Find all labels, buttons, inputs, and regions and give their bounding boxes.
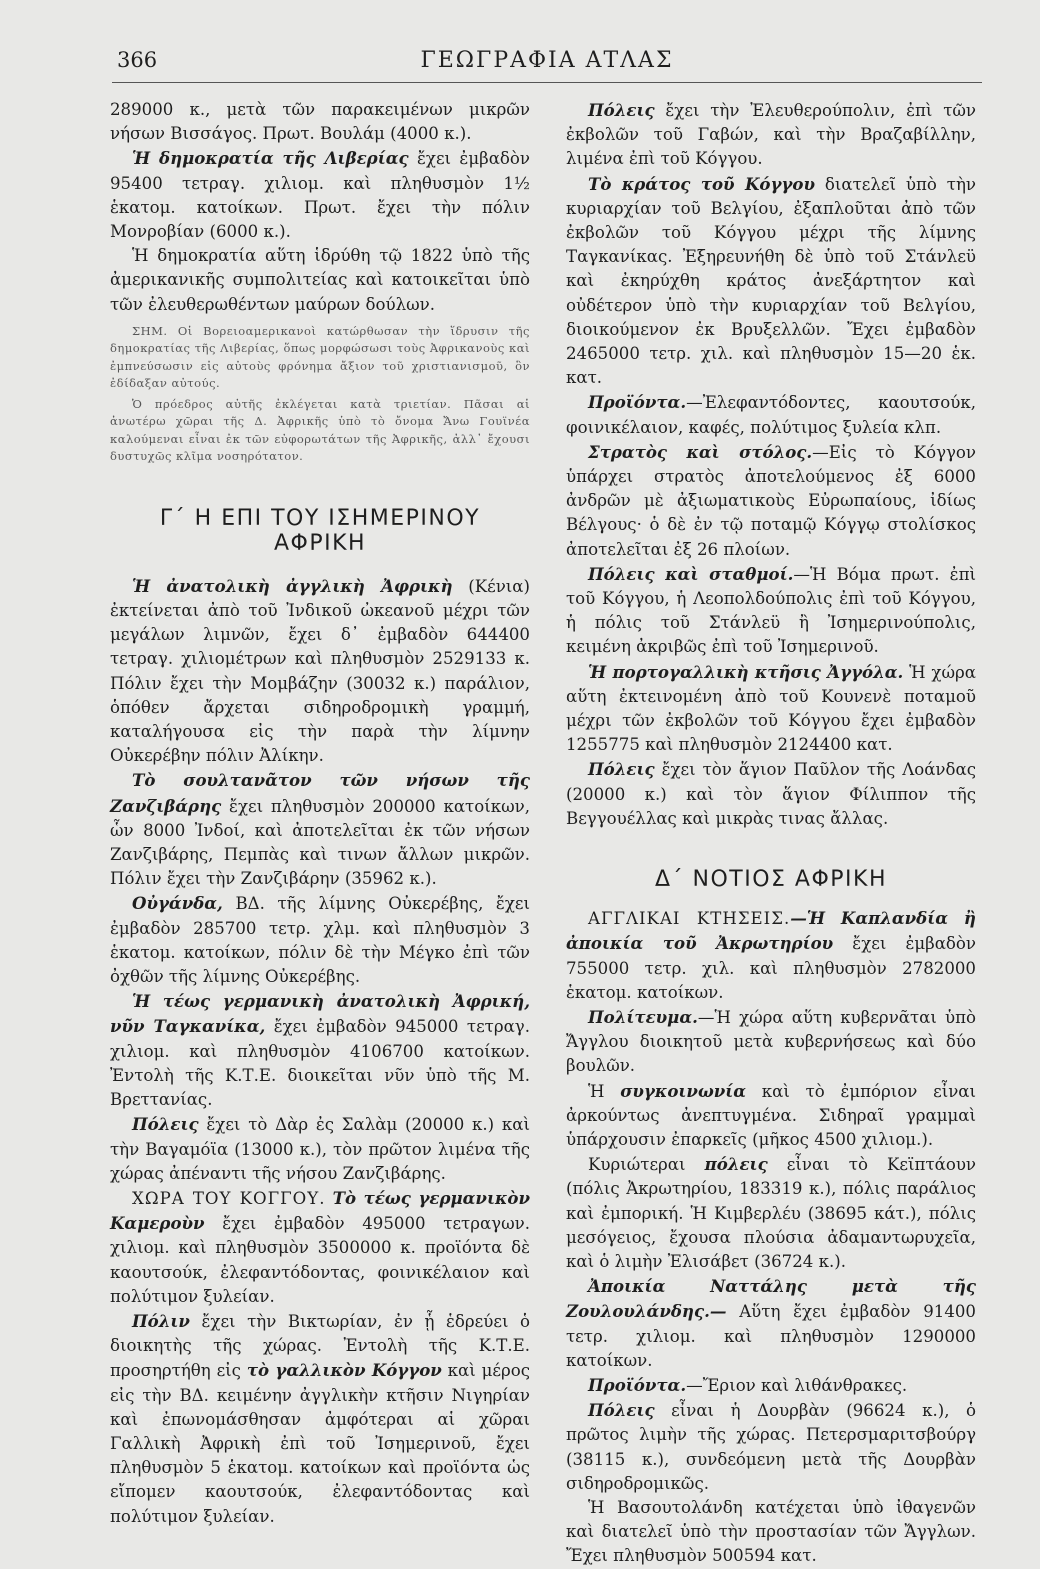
paragraph: Τὸ κράτος τοῦ Κόγγου διατελεῖ ὑπὸ τὴν κυριαρχίαν τοῦ Βελγίου, ἐξαπλοῦται ἀπὸ τῶν ἐκβολῶν τοῦ Κόγγου μέχρι τῆς λίμνης Ταγκανίκας. Ἐξηρευνήθη δὲ ὑπὸ τοῦ Στάνλεϋ καὶ ἐκηρύχθη κράτος ἀνεξάρτητον καὶ οὐδέτερον ὑπὸ τὴν κυριαρχίαν τοῦ Βελγίου, διοικούμενον ἐκ Βρυξελλῶν. Ἔχει ἐμβαδὸν 2465000 τετρ. χιλ. καὶ πληθυσμὸν 15—20 ἑκ. κατ. xyxy=(566,173,977,388)
bold-term: —Ἡ Καπλανδία ἢ ἀποικία τοῦ Ἀκρωτηρίου xyxy=(566,908,976,954)
footnote: Ὁ πρόεδρος αὐτῆς ἐκλέγεται κατὰ τριετίαν. Πᾶσαι αἱ ἀνωτέρω χῶραι τῆς Δ. Ἀφρικῆς ὑπὸ τὸ ὄνομα Ἄνω Γουϊνέα καλούμεναι εἶναι ἐκ τῶν εὐφορωτάτων τῆς Ἀφρικῆς, ἀλλ᾽ ἔχουσι δυστυχῶς κλῖμα νοσηρότατον. xyxy=(110,396,530,464)
bold-term: Τὸ τέως γερμανικὸν Καμεροὺν xyxy=(110,1187,530,1234)
section-heading: Δ΄ ΝΟΤΙΟΣ ΑΦΡΙΚΗ xyxy=(654,867,888,893)
paragraph: Οὐγάνδα, ΒΔ. τῆς λίμνης Οὐκερέβης, ἔχει ἐμβαδὸν 285700 τετρ. χλμ. καὶ πληθυσμὸν 3 ἑκατομ. κατοίκων, πόλιν δὲ τὴν Μέγκο ἐπὶ τῶν ὀχθῶν τῆς λίμνης Οὐκερέβης. xyxy=(110,893,530,987)
bold-term: Ἡ δημοκρατία τῆς Λιβερίας xyxy=(132,148,409,169)
bold-term: Στρατὸς καὶ στόλος. xyxy=(588,441,813,462)
paragraph: Ἀποικία Ναττάλης μετὰ τῆς Ζουλουλάνδης.— Αὕτη ἔχει ἐμβαδὸν 91400 τετρ. χιλιομ. καὶ πληθυσμὸν 1290000 κατοίκων. xyxy=(566,1276,976,1370)
bold-term: τὸ γαλλικὸν Κόγγον xyxy=(246,1360,442,1381)
paragraph: Πόλιν ἔχει τὴν Βικτωρίαν, ἐν ᾗ ἑδρεύει ὁ διοικητὴς τῆς χώρας. Ἐντολὴ τῆς Κ.Τ.Ε. προσηρτήθη εἰς τὸ γαλλικὸν Κόγγον καὶ μέρος εἰς τὴν ΒΔ. κειμένην ἀγγλικὴν κτῆσιν Νιγηρίαν καὶ ἐπωνομάσθησαν ἀμφότεραι αἱ χῶραι Γαλλικὴ Ἀφρικὴ ἐπὶ τοῦ Ἰσημερινοῦ, ἔχει πληθυσμὸν 5 ἑκατομ. κατοίκων καὶ προϊόντα ὡς εἴπομεν καουτσούκ, ἐλεφαντόδοντας καὶ πολύτιμον ξυλείαν. xyxy=(110,1310,531,1526)
paragraph: Προϊόντα.—Ἔριον καὶ λιθάνθρακες. xyxy=(588,1374,908,1395)
bold-term: Οὐγάνδα, xyxy=(132,893,223,914)
paragraph: Ἡ πορτογαλλικὴ κτῆσις Ἀγγόλα. Ἡ χώρα αὕτη ἐκτεινομένη ἀπὸ τοῦ Κουνενὲ ποταμοῦ μέχρι τῶν ἐκβολῶν τοῦ Κόγγου ἔχει ἐμβαδὸν 1255775 καὶ πληθυσμὸν 2124400 κατ. xyxy=(566,661,976,755)
running-head xyxy=(112,46,982,83)
paragraph: Ἡ ἀνατολικὴ ἀγγλικὴ Ἀφρικὴ (Κένια) ἐκτείνεται ἀπὸ τοῦ Ἰνδικοῦ ὠκεανοῦ μέχρι τῶν μεγάλων λιμνῶν, ἔχει δ᾽ ἐμβαδὸν 644400 τετραγ. χιλιομέτρων καὶ πληθυσμὸν 2529133 κ. Πόλιν ἔχει τὴν Μομβάζην (30032 κ.) παράλιον, ὁπόθεν ἄρχεται σιδηροδρομικὴ γραμμή, καταλήγουσα εἰς τὴν παρὰ τὴν λίμνην Οὐκερέβην πόλιν Ἀλίκην. xyxy=(110,575,530,766)
paragraph: ΑΓΓΛΙΚΑΙ ΚΤΗΣΕΙΣ.—Ἡ Καπλανδία ἢ ἀποικία τοῦ Ἀκρωτηρίου ἔχει ἐμβαδὸν 755000 τετρ. χιλ. καὶ πληθυσμὸν 2782000 ἑκατομ. κατοίκων. xyxy=(566,908,976,1002)
footnote: ΣΗΜ. Οἱ Βορειοαμερικανοὶ κατώρθωσαν τὴν ἵδρυσιν τῆς δημοκρατίας τῆς Λιβερίας, ὅπως μορφώσωσι τοὺς Ἀφρικανοὺς καὶ ἐμπνεύσωσιν εἰς αὐτοὺς φρόνημα ἄξιον τοῦ χριστιανισμοῦ, ὃν ἐδίδαξαν αὐτούς. xyxy=(110,323,530,391)
paragraph: Προϊόντα.—Ἐλεφαντόδοντες, καουτσούκ, φοινικέλαιον, καφές, πολύτιμος ξυλεία κλπ. xyxy=(566,392,976,437)
paragraph: Πόλεις καὶ σταθμοί.—Ἡ Βόμα πρωτ. ἐπὶ τοῦ Κόγγου, ἡ Λεοπολδούπολις ἐπὶ τοῦ Κόγγου, ἡ πόλις τοῦ Στάνλεϋ ἢ Ἰσημερινούπολις, κειμένη ἀκριβῶς ἐπὶ τοῦ Ἰσημερινοῦ. xyxy=(566,563,976,657)
paragraph: Τὸ σουλτανᾶτον τῶν νήσων τῆς Ζανζιβάρης ἔχει πληθυσμὸν 200000 κατοίκων, ὧν 8000 Ἰνδοί, καὶ ἀποτελεῖται ἐκ τῶν νήσων Ζανζιβάρης, Πεμπὰς καὶ τινων ἄλλων μικρῶν. Πόλιν ἔχει τὴν Ζανζιβάρην (35962 κ.). xyxy=(110,770,530,889)
paragraph: Ἡ τέως γερμανικὴ ἀνατολικὴ Ἀφρική, νῦν Ταγκανίκα, ἔχει ἐμβαδὸν 945000 τετραγ. χιλιομ. καὶ πληθυσμὸν 4106700 κατοίκων. Ἐντολὴ τῆς Κ.Τ.Ε. διοικεῖται νῦν ὑπὸ τῆς Μ. Βρεττανίας. xyxy=(110,991,530,1110)
bold-term: Ἡ τέως γερμανικὴ ἀνατολικὴ Ἀφρική, νῦν Ταγκανίκα, xyxy=(110,991,530,1037)
bold-term: Πόλεις xyxy=(588,100,655,120)
left-column xyxy=(110,98,530,1529)
running-title: ΓΕΩΓΡΑΦΙΑ ΑΤΛΑΣ xyxy=(420,48,674,73)
bold-term: Πόλεις καὶ σταθμοί. xyxy=(588,563,794,584)
bold-term: Πόλεις xyxy=(588,759,655,780)
bold-term: Προϊόντα. xyxy=(588,392,687,413)
bold-term: συγκοινωνία xyxy=(620,1080,747,1101)
paragraph: Ἡ δημοκρατία τῆς Λιβερίας ἔχει ἐμβαδὸν 95400 τετραγ. χιλιομ. καὶ πληθυσμὸν 1½ ἑκατομ. κατοίκων. Πρωτ. ἔχει τὴν πόλιν Μονροβίαν (6000 κ.). xyxy=(110,148,530,242)
caps-term: ΑΓΓΛΙΚΑΙ ΚΤΗΣΕΙΣ. xyxy=(588,909,791,929)
paragraph: Πόλεις ἔχει τὸν ἅγιον Παῦλον τῆς Λοάνδας (20000 κ.) καὶ τὸν ἅγιον Φίλιππον τῆς Βεγγουέλλας καὶ μικρὰς τινας ἄλλας. xyxy=(566,759,977,828)
bold-term: Τὸ σουλτανᾶτον τῶν νήσων τῆς Ζανζιβάρης xyxy=(110,770,530,816)
bold-term: Τὸ κράτος τοῦ Κόγγου xyxy=(588,173,815,194)
paragraph: Πόλεις εἶναι ἡ Δουρβὰν (96624 κ.), ὁ πρῶτος λιμὴν τῆς χώρας. Πετερσμαριτσβούργ (38115 κ.), συνδεόμενη μετὰ τῆς Δουρβὰν σιδηροδρομικῶς. xyxy=(566,1400,976,1493)
right-column xyxy=(566,98,976,1569)
bold-term: Πολίτευμα. xyxy=(588,1006,698,1027)
paragraph: 289000 κ., μετὰ τῶν παρακειμένων μικρῶν νήσων Βισσάγος. Πρωτ. Βουλάμ (4000 κ.). xyxy=(110,100,530,144)
paragraph: Ἡ συγκοινωνία καὶ τὸ ἐμπόριον εἶναι ἀρκούντως ἀνεπτυγμένα. Σιδηραῖ γραμμαὶ ὑπάρχουσιν ἐπαρκεῖς (μῆκος 4500 χιλιομ.). xyxy=(566,1080,976,1149)
bold-term: πόλεις xyxy=(704,1154,768,1175)
paragraph: Ἡ δημοκρατία αὕτη ἱδρύθη τῷ 1822 ὑπὸ τῆς ἀμερικανικῆς συμπολιτείας καὶ κατοικεῖται ὑπὸ τῶν ἐλευθερωθέντων μαύρων δούλων. xyxy=(110,246,530,314)
bold-term: Πόλιν xyxy=(132,1310,190,1331)
bold-term: Πόλεις xyxy=(132,1114,199,1135)
paragraph: Κυριώτεραι πόλεις εἶναι τὸ Κεϊπτάουν (πόλις Ἀκρωτηρίου, 183319 κ.), πόλις παράλιος καὶ ἐμπορική. Ἡ Κιμβερλέυ (38695 κάτ.), πόλις μεσόγειος, ἔχουσα πλούσια ἀδαμαντωρυχεῖα, καὶ ὁ λιμὴν Ἐλισάβετ (36724 κ.). xyxy=(566,1154,976,1271)
paragraph: ΧΩΡΑ ΤΟΥ ΚΟΓΓΟΥ. Τὸ τέως γερμανικὸν Καμεροὺν ἔχει ἐμβαδὸν 495000 τετραγων. χιλιομ. καὶ πληθυσμὸν 3500000 κ. προϊόντα δὲ καουτσούκ, ἐλεφαντόδοντας, φοινικέλαιον καὶ πολύτιμον ξυλείαν. xyxy=(110,1187,530,1306)
caps-term: ΧΩΡΑ ΤΟΥ ΚΟΓΓΟΥ. xyxy=(132,1188,326,1208)
bold-term: Ἡ πορτογαλλικὴ κτῆσις Ἀγγόλα. xyxy=(588,661,904,682)
bold-term: Προϊόντα. xyxy=(588,1374,687,1395)
page-number: 366 xyxy=(117,48,158,72)
paragraph: Πόλεις ἔχει τὸ Δὰρ ἐς Σαλὰμ (20000 κ.) καὶ τὴν Βαγαμόϊα (13000 κ.), τὸν πρῶτον λιμένα τῆς χώρας ἀπέναντι τῆς νήσου Ζανζιβάρης. xyxy=(110,1114,530,1183)
bold-term: Πόλεις xyxy=(588,1400,655,1421)
bold-term: Ἀποικία Ναττάλης μετὰ τῆς Ζουλουλάνδης.— xyxy=(566,1276,976,1322)
paragraph: Πολίτευμα.—Ἡ χώρα αὕτη κυβερνᾶται ὑπὸ Ἄγγλου διοικητοῦ μετὰ κυβερνήσεως καὶ δύο βουλῶν. xyxy=(566,1006,976,1076)
section-heading: Γ΄ Η ΕΠΙ ΤΟΥ ΙΣΗΜΕΡΙΝΟΥ ΑΦΡΙΚΗ xyxy=(159,505,481,556)
bold-term: Ἡ ἀνατολικὴ ἀγγλικὴ Ἀφρικὴ xyxy=(132,575,453,596)
paragraph: Πόλεις ἔχει τὴν Ἐλευθερούπολιν, ἐπὶ τῶν ἐκβολῶν τοῦ Γαβών, καὶ τὴν Βραζαβίλλην, λιμένα ἐπὶ τοῦ Κόγγου. xyxy=(566,100,976,169)
paragraph: Ἡ Βασουτολάνδη κατέχεται ὑπὸ ἰθαγενῶν καὶ διατελεῖ ὑπὸ τὴν προστασίαν τῶν Ἄγγλων. Ἔχει πληθυσμὸν 500594 κατ. xyxy=(566,1497,976,1566)
paragraph: Στρατὸς καὶ στόλος.—Εἰς τὸ Κόγγον ὑπάρχει στρατὸς ἀποτελούμενος ἐξ 6000 ἀνδρῶν μὲ ἀξιωματικοὺς Εὐρωπαίους, ἰδίως Βέλγους· ὁ δὲ ἐν τῷ ποταμῷ Κόγγῳ στολίσκος ἀποτελεῖται ἐξ 26 πλοίων. xyxy=(566,441,976,559)
